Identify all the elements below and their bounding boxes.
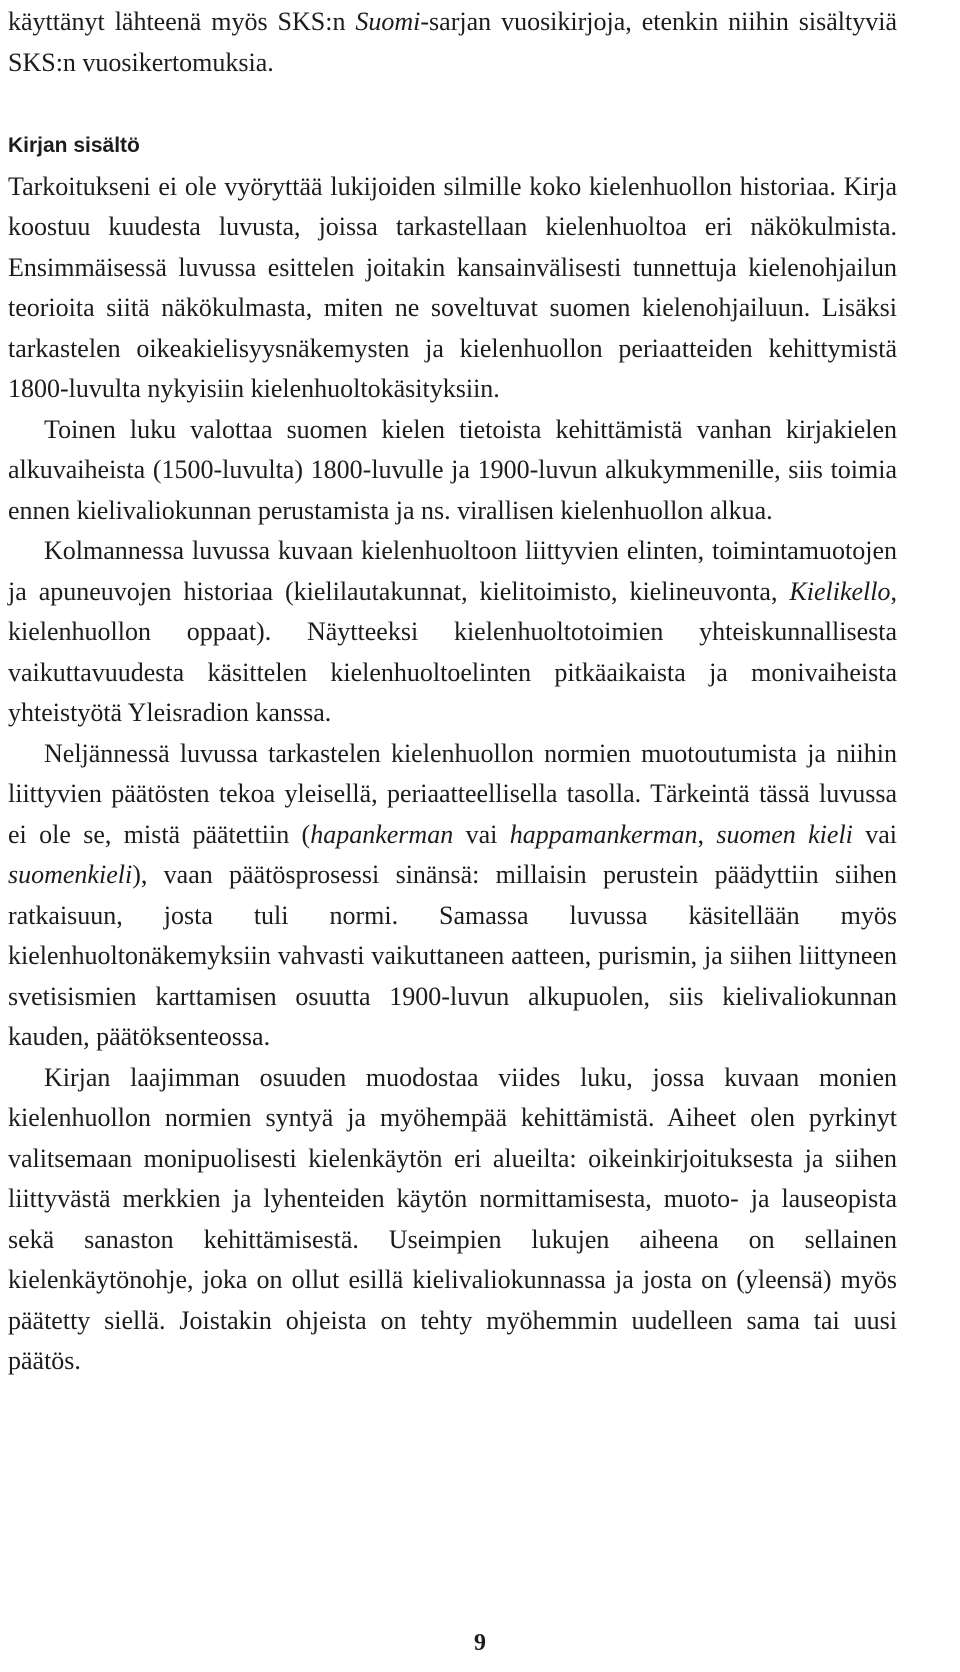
paragraph-3 bbox=[8, 531, 897, 734]
paragraph-3-italic-kielikello: Kielikello bbox=[789, 576, 891, 606]
paragraph-4-italic-3: suomen kieli bbox=[716, 819, 853, 849]
paragraph-4-italic-2: happamankerman bbox=[509, 819, 698, 849]
paragraph-4-italic-4: suomenkieli bbox=[8, 860, 133, 889]
paragraph-3-text-b: , kielenhuollon oppaat). Näytteeksi kielenhuoltotoimien yhteiskunnallisesta vaikuttavuudesta käsittelen kielenhuoltoelinten pitkäaikaista ja monivaiheista yhteistyötä Yleisradion kanssa. bbox=[8, 576, 897, 727]
page-number: 9 bbox=[474, 1630, 486, 1656]
paragraph-3-text-a: Kolmannessa luvussa kuvaan kielenhuoltoon liittyvien elinten, toimintamuotojen ja apuneuvojen historiaa (kielilautakunnat, kielitoimisto, kielineuvonta, bbox=[8, 536, 897, 606]
paragraph-4-text-a: Neljännessä luvussa tarkastelen kielenhuollon normien muotoutumista ja niihin liittyvien päätösten tekoa yleisellä, periaatteellisella tasolla. Tärkeintä tässä luvussa ei ole se, mistä päätettiin ( bbox=[8, 738, 897, 849]
paragraph-4 bbox=[8, 734, 897, 1058]
page-body bbox=[8, 2, 897, 1382]
paragraph-2: Toinen luku valottaa suomen kielen tietoista kehittämistä vanhan kirjakielen alkuvaiheista (1500-luvulta) 1800-luvulle ja 1900-luvun alkukymmenille, siis toimia ennen kielivaliokunnan perustamista ja ns. virallisen kielenhuollon alkua. bbox=[8, 414, 897, 525]
section-heading: Kirjan sisältö bbox=[8, 134, 140, 157]
intro-text-2: -sarjan vuosikirjoja, etenkin niihin sisältyviä SKS:n vuosikertomuksia. bbox=[8, 7, 898, 77]
paragraph-5: Kirjan laajimman osuuden muodostaa viides luku, jossa kuvaan monien kielenhuollon normien syntyä ja myöhempää kehittämistä. Aiheet olen pyrkinyt valitsemaan monipuolisesti kielenkäytön eri alueilta: oikeinkirjoituksesta ja siihen liittyvästä merkkien ja lyhenteiden käytön normittamisesta, muoto- ja lauseopista sekä sanaston kehittämisestä. Useimpien lukujen aiheena on sellainen kielenkäytönohje, joka on ollut esillä kielivaliokunnassa ja josta on (yleensä) myös päätetty siellä. Joistakin ohjeista on tehty myöhemmin uudelleen sama tai uusi päätös. bbox=[8, 1062, 897, 1375]
intro-paragraph bbox=[8, 2, 897, 83]
paragraph-4-text-c: , bbox=[697, 819, 717, 849]
paragraph-4-text-e: ), vaan päätösprosessi sinänsä: millaisin perustein päädyttiin siihen ratkaisuun, josta tuli normi. Samassa luvussa käsitellään myös kielenhuoltonäkemyksiin vahvasti vaikuttaneen aatteen, purismin, ja siihen liittyneen svetisismien karttamisen osuutta 1900-luvun alkupuolen, siis kielivaliokunnan kauden, päätöksenteossa. bbox=[8, 860, 897, 1051]
paragraph-4-text-b: vai bbox=[453, 819, 510, 849]
paragraph-1: Tarkoitukseni ei ole vyöryttää lukijoiden silmille koko kielenhuollon historiaa. Kirja koostuu kuudesta luvusta, joissa tarkastellaan kielenhuoltoa eri näkökulmista. Ensimmäisessä luvussa esittelen joitakin kansainvälisesti tunnettuja kielenohjailun teorioita siitä näkökulmasta, miten ne soveltuvat suomen kielenohjailuun. Lisäksi tarkastelen oikeakielisyysnäkemysten ja kielenhuollon periaatteiden kehittymistä 1800-luvulta nykyisiin kielenhuoltokäsityksiin. bbox=[8, 171, 897, 403]
paragraph-4-italic-1: hapankerman bbox=[310, 819, 454, 849]
intro-italic-suomi: Suomi bbox=[355, 7, 421, 36]
intro-text-1: käyttänyt lähteenä myös SKS:n bbox=[8, 7, 356, 36]
paragraph-4-text-d: vai bbox=[852, 819, 898, 849]
